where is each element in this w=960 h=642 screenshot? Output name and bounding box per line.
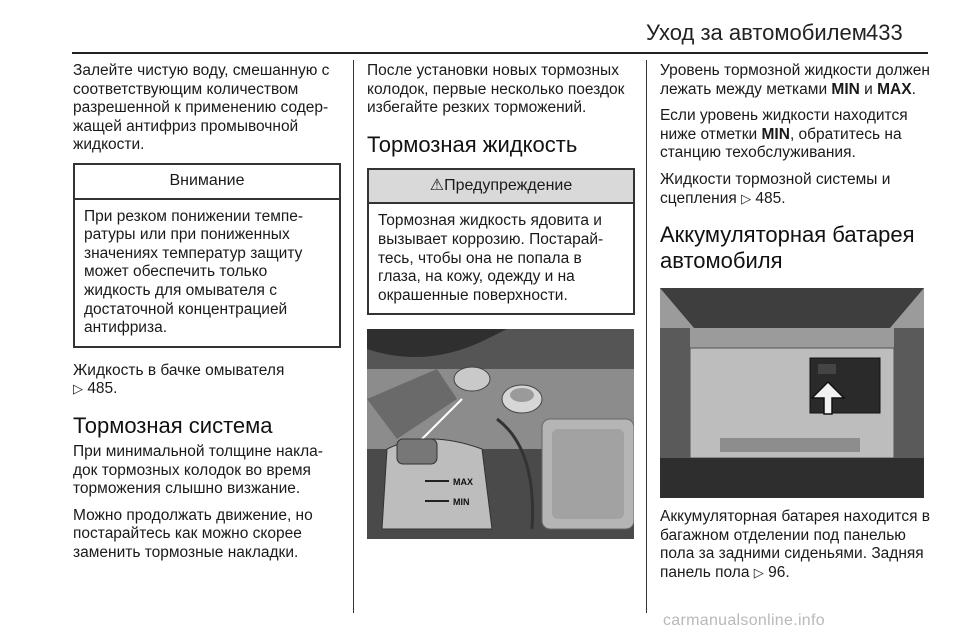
warning-header xyxy=(369,170,633,205)
warning-title: Предупреждение xyxy=(444,176,573,194)
brake-fluid-reservoir-image xyxy=(367,329,634,539)
page-number: 433 xyxy=(866,20,903,45)
column-1 xyxy=(73,62,341,570)
brake-clutch-fluid-ref: Жидкости тормозной системы и сцепления ▷ 485. xyxy=(660,170,891,207)
brake-continue-paragraph: Можно продолжать движение, но постарайтесь как можно скорее заменить тормозные накладки. xyxy=(73,506,313,561)
page-reference-icon: ▷ xyxy=(741,190,752,206)
battery-location-image xyxy=(660,288,924,498)
low-level-paragraph: Если уровень жидкости находится ниже отметки MIN, обратитесь на станцию техобслуживания. xyxy=(660,107,908,162)
brake-system-heading: Тормозная система xyxy=(73,412,273,438)
warning-box xyxy=(367,168,635,316)
column-2 xyxy=(367,62,635,539)
warning-triangle-icon: ⚠ xyxy=(429,176,445,194)
new-pads-paragraph: После установки новых тормозных колодок, первые несколько поездок избегайте резких торможений. xyxy=(367,62,625,117)
washer-fluid-ref: Жидкость в бачке омывателя ▷ 485. xyxy=(73,361,285,398)
watermark: carmanualsonline.info xyxy=(663,612,825,629)
caution-title: Внимание xyxy=(75,165,339,200)
caution-box xyxy=(73,163,341,348)
page-reference-link[interactable]: 96. xyxy=(768,563,790,581)
page-reference-link[interactable]: 485. xyxy=(87,380,118,398)
fluid-level-paragraph: Уровень тормозной жидкости должен лежать между метками MIN и MAX. xyxy=(660,62,930,98)
warning-text: Тормозная жидкость ядовита и вызывает коррозию. Постарайтесь, чтобы она не попала в глаза, на кожу, одежду и на окрашенные поверхности. xyxy=(378,212,604,304)
brake-pads-paragraph: При минимальной толщине накладок тормозных колодок во время торможения слышно визжание. xyxy=(73,442,323,498)
header-rule xyxy=(72,52,928,54)
caution-text: При резком понижении температуры или при пониженных значениях температур защиту может обеспечить только жидкость для омывателя с достаточной концентрацией антифриза. xyxy=(84,207,304,337)
battery-heading: Аккумуляторная батарея автомобиля xyxy=(660,222,915,274)
section-title: Уход за автомобилем xyxy=(646,20,867,45)
column-divider-2 xyxy=(646,60,647,613)
battery-location-paragraph: Аккумуляторная батарея находится в багажном отделении под панелью пола за задними сиденьями. Задняя панель пола ▷ 96. xyxy=(660,508,931,581)
column-3 xyxy=(660,62,932,591)
washer-paragraph: Залейте чистую воду, смешанную с соответствующим количеством разрешенной к применению содержащей антифриз промывочной жидкости. xyxy=(73,62,330,154)
max-mark-label: MAX xyxy=(453,477,473,488)
page-reference-icon: ▷ xyxy=(753,564,764,580)
page-reference-icon: ▷ xyxy=(73,381,83,397)
brake-fluid-heading: Тормозная жидкость xyxy=(367,131,578,157)
min-mark-label: MIN xyxy=(453,497,470,508)
column-divider-1 xyxy=(353,60,354,613)
page-reference-link[interactable]: 485. xyxy=(755,189,786,207)
